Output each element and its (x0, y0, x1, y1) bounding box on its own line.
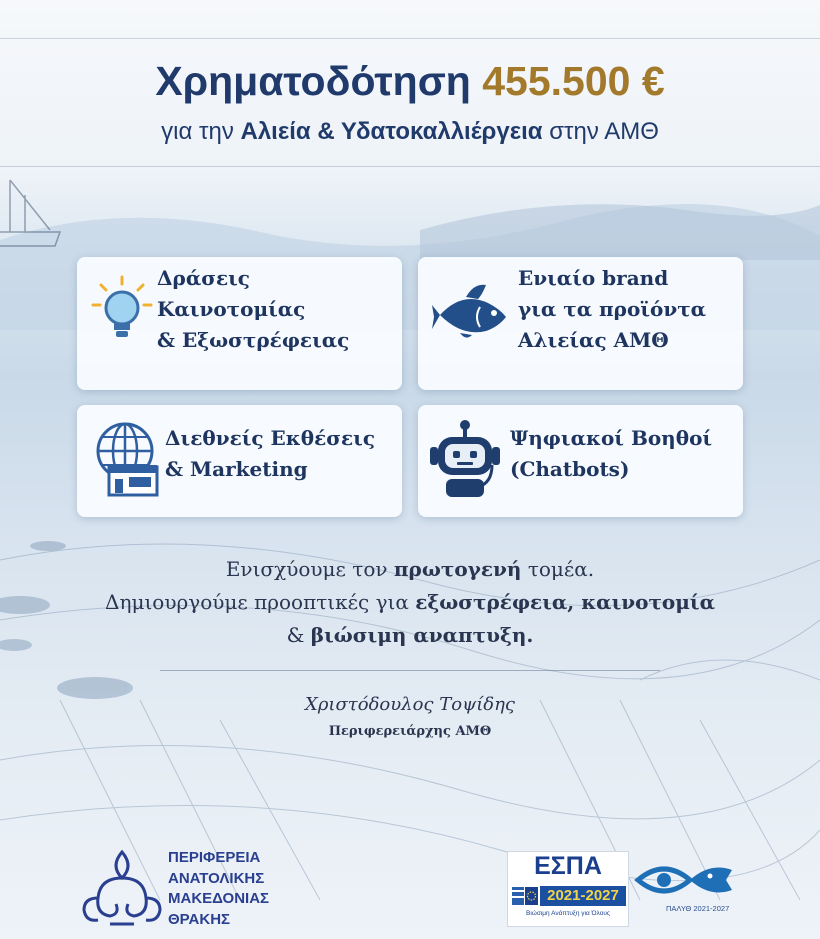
quote-line-1 (0, 553, 820, 586)
subheadline-suffix: στην ΑΜΘ (542, 118, 659, 145)
robot-icon (430, 419, 500, 499)
eu-flag-icon (512, 887, 538, 905)
signatory-role: Περιφερειάρχης ΑΜΘ (328, 724, 492, 739)
header-top-rule (0, 38, 820, 39)
card-innovation-label: Δράσεις Καινοτομίας & Εξωστρέφειας (157, 266, 350, 352)
header-bottom-rule (0, 166, 820, 167)
region-name-line: ΜΑΚΕΔΟΝΙΑΣ (168, 890, 270, 907)
signatory-name: Χριστόδουλος Τοψίδης (305, 694, 515, 715)
card-brand (418, 257, 743, 390)
quote-text: Δημιουργούμε προοπτικές για (105, 590, 416, 614)
quote-block (0, 553, 820, 652)
region-emblem-logo (80, 848, 164, 928)
espa-tagline: Βιώσιμη Ανάπτυξη για Όλους (525, 910, 611, 917)
quote-emphasis: βιώσιμη αναπτυξη. (310, 623, 534, 647)
quote-divider (160, 670, 660, 671)
palyth-fish-logo (634, 858, 738, 902)
quote-emphasis: πρωτογενή (393, 557, 522, 581)
region-name-line: ΑΝΑΤΟΛΙΚΗΣ (168, 869, 265, 887)
card-chatbots-label: Ψηφιακοί Βοηθοί (Chatbots) (510, 426, 713, 481)
quote-line-3 (0, 619, 820, 652)
subheadline (0, 118, 820, 146)
card-innovation (77, 257, 402, 390)
region-name-line: ΠΕΡΙΦΕΡΕΙΑ (168, 849, 261, 866)
card-chatbots (418, 405, 743, 517)
espa-logo (507, 851, 629, 927)
palyth-label: ΠΑΛΥΘ 2021-2027 (666, 904, 730, 913)
subheadline-sector: Αλιεία & Υδατοκαλλιέργεια (240, 118, 543, 145)
headline (0, 58, 820, 105)
card-exhibitions (77, 405, 402, 517)
card-brand-label: Ενιαίο brand για τα προϊόντα Αλιείας ΑΜΘ (518, 266, 707, 352)
quote-text: Ενισχύουμε τον (225, 557, 394, 581)
quote-text: τομέα. (521, 557, 595, 581)
fish-icon (432, 277, 510, 343)
quote-line-2 (0, 586, 820, 619)
funding-amount: 455.500 € (482, 58, 665, 104)
subheadline-prefix: για την (161, 118, 241, 145)
globe-store-icon (95, 421, 161, 497)
espa-years: 2021-2027 (540, 886, 626, 906)
quote-emphasis: εξωστρέφεια, καινοτομία (415, 590, 715, 614)
espa-title: ΕΣΠΑ (534, 852, 602, 880)
region-name-line: ΘΡΑΚΗΣ (168, 910, 231, 928)
card-exhibitions-label: Διεθνείς Εκθέσεις & Marketing (165, 426, 376, 481)
quote-text: & (286, 623, 311, 647)
region-name (168, 848, 269, 930)
lightbulb-icon (91, 275, 153, 345)
headline-text: Χρηματοδότηση (155, 58, 471, 104)
